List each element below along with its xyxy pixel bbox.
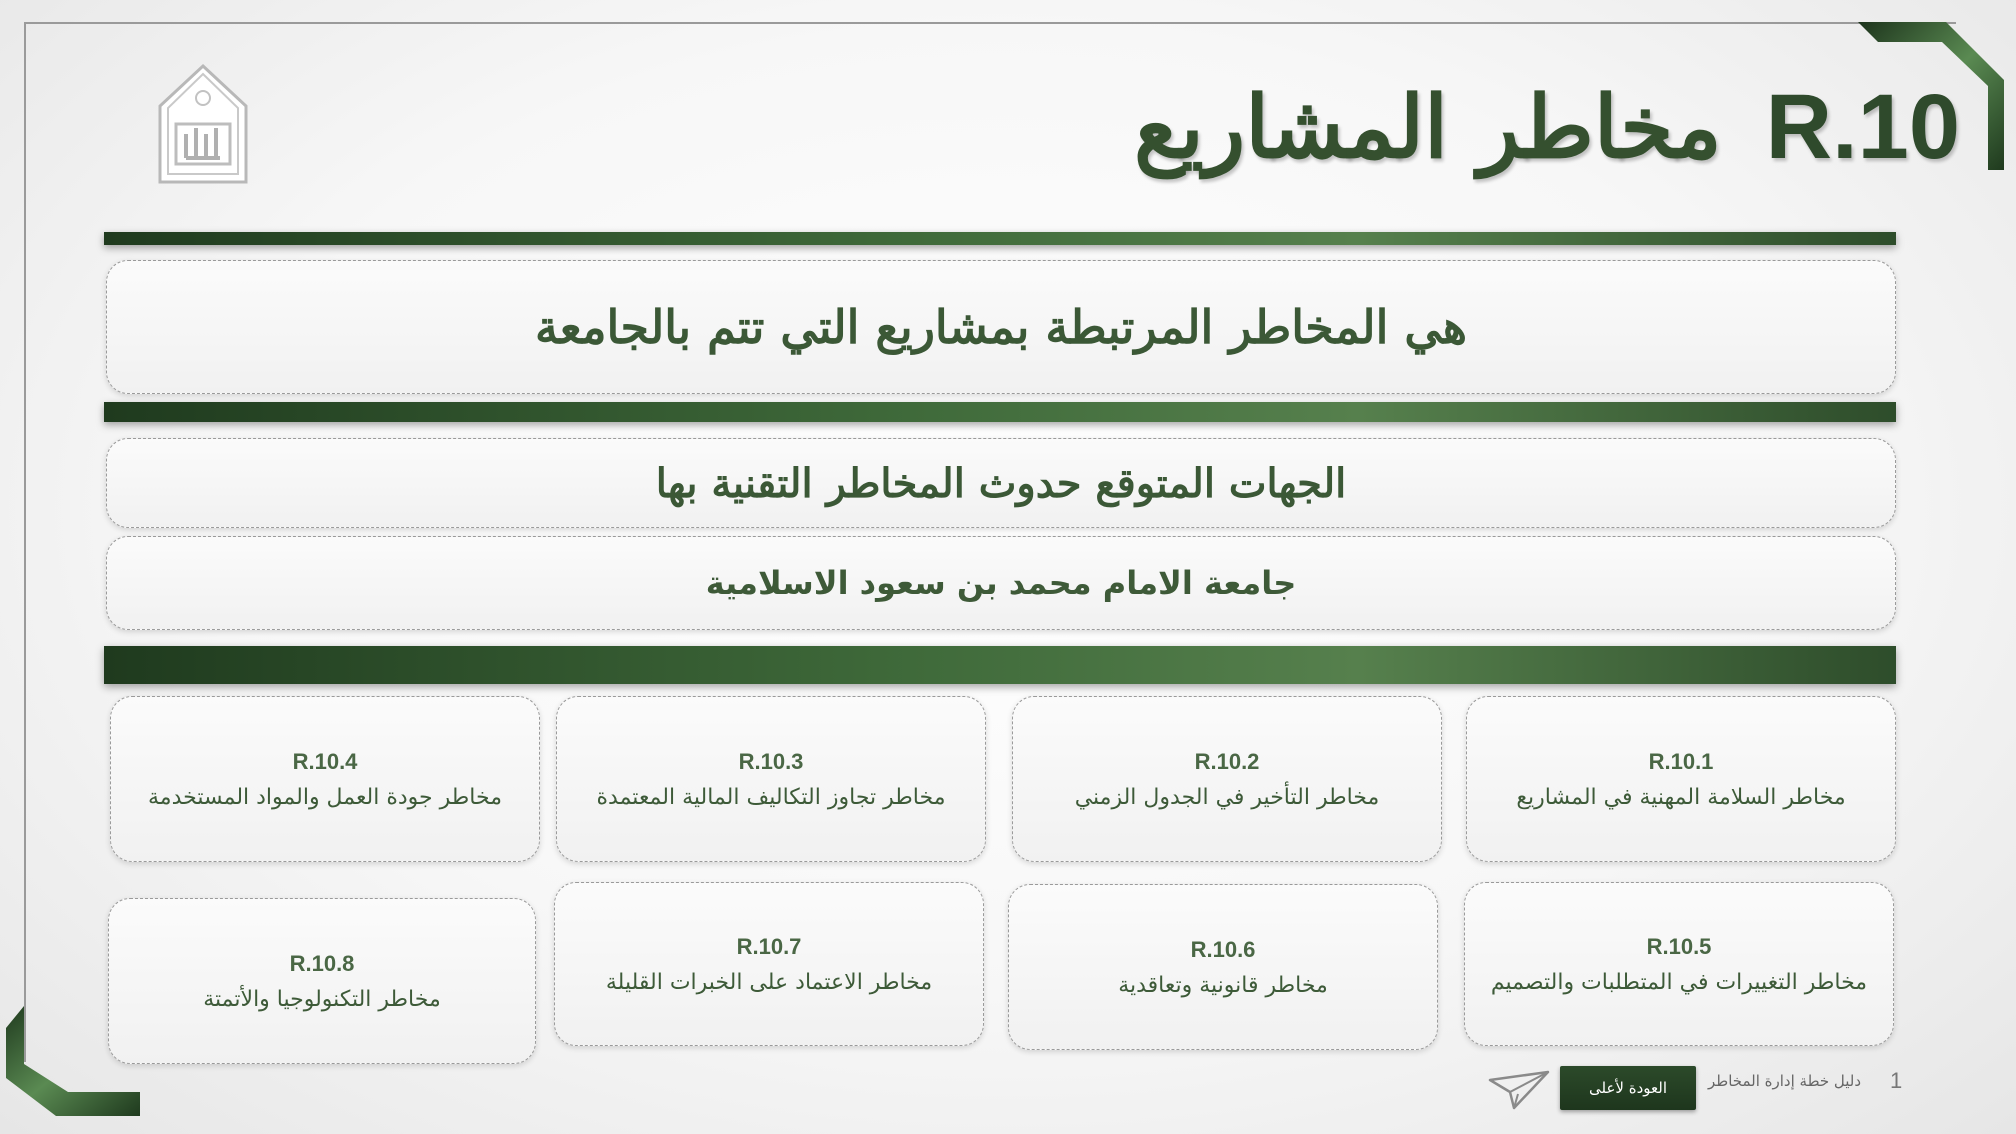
definition-text: هي المخاطر المرتبطة بمشاريع التي تتم بالجامعة bbox=[535, 300, 1467, 354]
risk-code: R.10.2 bbox=[1194, 748, 1260, 774]
frame-border-left bbox=[24, 22, 26, 1062]
risk-code: R.10.8 bbox=[289, 950, 355, 976]
risk-label: مخاطر التأخير في الجدول الزمني bbox=[1074, 784, 1380, 810]
risk-label: مخاطر السلامة المهنية في المشاريع bbox=[1516, 784, 1846, 810]
paper-plane-icon[interactable] bbox=[1488, 1068, 1550, 1112]
entities-heading: الجهات المتوقع حدوث المخاطر التقنية بها bbox=[655, 459, 1347, 507]
frame-border-top bbox=[26, 22, 1956, 24]
risk-code: R.10.1 bbox=[1648, 748, 1714, 774]
risk-card[interactable] bbox=[110, 696, 540, 862]
footer-doc-title: دليل خطة إدارة المخاطر bbox=[1708, 1072, 1862, 1090]
definition-panel bbox=[106, 260, 1896, 394]
page-title bbox=[1134, 62, 1960, 192]
risk-card[interactable] bbox=[1466, 696, 1896, 862]
divider-bar bbox=[104, 646, 1896, 684]
risk-label: مخاطر التغييرات في المتطلبات والتصميم bbox=[1490, 969, 1868, 995]
risk-code: R.10.5 bbox=[1646, 933, 1712, 959]
risk-label: مخاطر الاعتماد على الخبرات القليلة bbox=[605, 969, 933, 995]
risk-code: R.10.6 bbox=[1190, 936, 1256, 962]
risk-code: R.10.4 bbox=[292, 748, 358, 774]
page-title-text: مخاطر المشاريع bbox=[1134, 76, 1722, 178]
back-to-top-button[interactable]: العودة لأعلى bbox=[1560, 1066, 1696, 1110]
risk-card[interactable] bbox=[108, 898, 536, 1064]
risk-label: مخاطر التكنولوجيا والأتمتة bbox=[203, 986, 441, 1012]
university-logo-icon bbox=[156, 62, 250, 188]
risk-code: R.10.7 bbox=[736, 933, 802, 959]
risk-label: مخاطر تجاوز التكاليف المالية المعتمدة bbox=[596, 784, 946, 810]
risk-card[interactable] bbox=[1008, 884, 1438, 1050]
risk-card[interactable] bbox=[1464, 882, 1894, 1046]
risk-card[interactable] bbox=[554, 882, 984, 1046]
risk-card[interactable] bbox=[1012, 696, 1442, 862]
entities-value: جامعة الامام محمد بن سعود الاسلامية bbox=[705, 564, 1297, 602]
divider-bar bbox=[104, 402, 1896, 422]
page-title-code: R.10 bbox=[1765, 75, 1960, 178]
entities-heading-panel bbox=[106, 438, 1896, 528]
risk-card[interactable] bbox=[556, 696, 986, 862]
risk-code: R.10.3 bbox=[738, 748, 804, 774]
divider-bar bbox=[104, 232, 1896, 245]
risk-label: مخاطر قانونية وتعاقدية bbox=[1118, 972, 1328, 998]
entities-value-panel bbox=[106, 536, 1896, 630]
page-number: 1 bbox=[1890, 1068, 1903, 1093]
risk-label: مخاطر جودة العمل والمواد المستخدمة bbox=[148, 784, 502, 810]
